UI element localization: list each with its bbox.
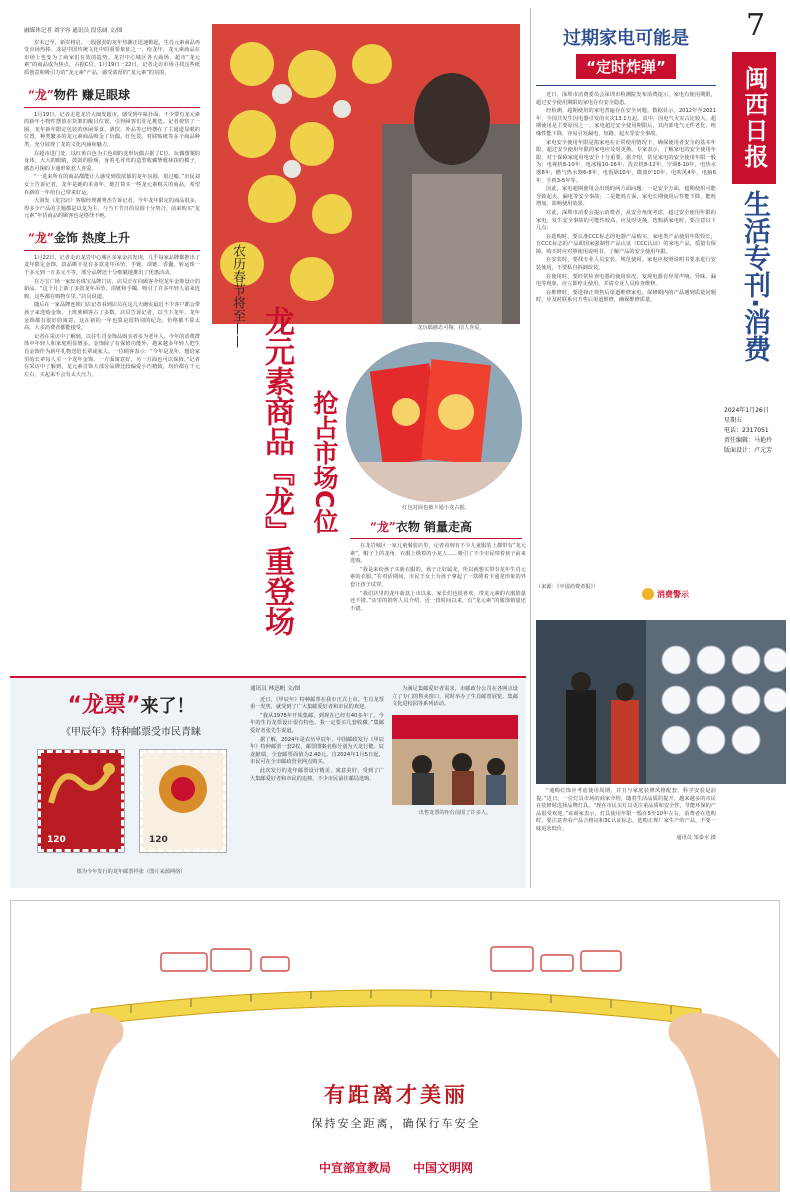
subhead-gifts: “龙”物件 赚足眼球 [28,87,130,102]
page-number: 7 [746,8,766,43]
byline: 融媒体记者 刘宇容 通讯员 段乐阔 文/图 [24,28,123,34]
issue-info: 2024年1月26日 星期五 电话：2317051 责任编辑：马艳玲 版面设计：卢元芳 [724,407,773,454]
lamp-store-illustration [536,620,786,784]
subhead-clothing: “龙”衣物 销量走高 [370,520,472,534]
lamp-story-text: “通购灯饰应考虑使用周期，并且与家庭装修风格配套，科学安装是前提。”近日，一位灯具市场的商家介绍，随着生活品质的提升，越来越多的市民在装修时选择品牌灯具。“现在市民买灯具更注重品质和安全性，节能环保的产品很受欢迎。”该商家表示，灯具使用年限一般在5至10年左右，消费者在选购时，要注意查看产品合格证和3C认证标志，选购正规厂家生产的产品，不要一味追求低价。 通讯员 邹泰水 摄 [536,788,716,841]
stamp-body: 近日，《甲辰年》特种邮票在我市正式上市。生肖龙票甫一发售，就受到了广大集邮爱好者和市民的欢迎。 “我从1978年开始集邮，到现在已经有40多年了。今年的生肖龙票设计很有特色，我一定要买几套收藏。”集邮爱好者张先生说道。 据了解，2024年是农历甲辰年，中国邮政发行《甲辰年》特种邮票一套2枚，邮票图案名称分别为天龙行健、辰龙献瑞，全套邮票面值为2.40元。自2024年1月5日起，市民可在全市邮政营业网点购买。 此次发行的龙年邮票设计精美、寓意美好，受到了广大集邮爱好者和市民的追捧，不少市民前往邮局选购。 [250,696,384,782]
section-name: 生活专刊·消费 [739,190,770,363]
post-office-illustration [392,715,518,805]
warning-badge: 消费警示 [642,588,689,600]
appliance-source: （来源：《中国消费者报》） [536,584,599,590]
psa-sponsors: 中宣部宣教局 中国文明网 [318,1161,474,1175]
photo-plush-toys [212,24,520,324]
headline-secondary: 抢占市场C位 [310,390,339,534]
photo-lamp-store [536,620,786,784]
photo-stamp-counter [392,715,518,805]
stamp-photo-caption: 出售龙票的柜台前围了许多人。 [418,809,492,816]
psa-ad [10,900,780,1192]
kicker: 农历春节将至—— [230,244,245,348]
clothing-text: 在龙岩城区一家儿童服装店里，记者看到有不少儿童服装上都带有“龙元素”，帽子上的龙角、衣服上绣着的小龙人……吸引了不少市民带着孩子前来选购。 “我是来给孩子买新衣服的，孩子正好属龙，所以就想买带有龙年生肖元素的衣服。”在对话期间，市民王女士为孩子拿起了一款绣着卡通龙形象的外套让孩子试穿。 “我们店里的龙年新款上市以来，家长们也很喜欢，带龙元素的衣服销量还不错。”店里的销售人员介绍，近一段时间以来，有“龙元素”的服饰销量还不错。 [350,543,526,612]
plush-shelf-illustration [212,24,520,324]
bell-icon [642,588,654,600]
tape-measure-illustration [11,901,780,1192]
gold-text: 1月22日，记者走访龙岩中心城区多家金店发现，几乎每家品牌都推出了龙年限定金饰，款品颇丰星有多款龙年吊坠、手链、项链、香囊、转运珠一千多元到一万多元不等，部分品牌还十分细腻地推出了优惠活动。 在万宝广场一家知名珠宝品牌门店，店员正在向顾客介绍龙年金饰设计的新品。“这个月上新了多款龙年吊坠、项链和手镯，吸引了许多年轻人前来选购，这些都在购物车里。”店员说道。 随后在一家品牌连锁门店记者看到店员在这几天确实最近不少客户都会带孩子来选购金饰，上班族顾客占了多数。店员告诉记者，以当下龙年、龙年金饰都有很好的寓意，这在新的一年也算是很特别的纪念，价格都不算太高，大多消费者都能接受。 记者在采访中了解到，以往生肖金饰品购买者多为老年人，今年的消费群体中年轻人和家庭明显增多。金饰除了有保值功能外，越来越多年轻人把生肖金饰作为新年礼物送给长辈或家人。一位顾客表示：“今年是龙年，想给家里的长辈每人买一个龙年金饰，一方面寓意好，另一方面也可以保值。”记者在采访中了解到，龙元素首饰大部分品牌比较偏爱小巧精致，均价都在千元左右，买起来不会有太大压力。 [24,254,201,378]
headline-main: 龙元素商品『龙』重登场 [259,306,294,636]
photo-red-envelopes [346,342,522,502]
gifts-text: 1月19日，记者走进龙岩大闽发超市，感受到年味扑面。不少带有龙元素的新年小物件摆放在货架的醒目位置，引得顾客们驻足挑选。记者观察了一圈，龙年新年限定包装的休闲零食、酒饮、外品等已经摆在了主通道显眼的位置，种类繁多的龙元素商品吸金了玩偶、红包袋、对联贴纸等多个商品种类，充分展现了龙的文化内涵和魅力。 在超市进门处，以红黄白色为主色调的龙形玩偶占据了C位，玩偶图案的身体，大大的眼睛，鼓鼓的脸颊，身着毛茸茸的造型收藏挚歌抹抹的模子，憨态可掬的卡通形象惹人喜爱。 “一进来所有的商品都能让人感受到很浓郁的龙年氛围，很过瘾。”市民刘女士告诉记者，龙年是她的本命年，她打算买一些龙元素相关的商品，希望在新的一年给自己带来好运。 大润发（龙岩店）客服经理谢秀杰告诉记者，今年龙年限定的商品很多，得多少产品的主题都是以龙为主，与当下节日的氛围十分契合。前来购买“龙元素”年货商品的顾客也是络绎不绝。 [24,111,201,220]
psa-subline: 保持安全距离，确保行车安全 [311,1117,481,1130]
appliance-headline-2: “定时炸弹” [536,54,716,79]
stamp-caption: 图为今年发行的龙年邮票样张（图片来源网络） [76,869,186,875]
appliance-headline-1: 过期家电可能是 [563,28,689,49]
photo1-caption: 龙玩偶憨态可掬，招人喜爱。 [417,325,485,331]
lead-paragraph: 岁末已至，新岁将启。一股强劲的龙年热潮正迅速掀起，生肖元素商品再受市场热捧。龙是中国传统文化中的重要象征之一，给龙年，龙元素商品在市场上也变为了商家们有效的造势。龙岩中心城区各大商场，超市“龙元素”的商品成为焦点，占据C位。1月19日一22日，记者走访市场寻找这些纸质创意和吸引力的“龙元素”产品，感受浓厚的“龙元素”的氛围。 [24,39,201,76]
dragon-story [6,6,526,670]
stamp-lantern: 120 [140,750,226,852]
appliance-story [536,10,716,612]
appliance-body: 近日，深圳市消费委员会深圳市检测院发布消费提示，家电有使用期限，超过安全使用期限的家电存有安全隐患。 经检测，超期使用的家电普遍存在安全问题。数据显示，2012年至2021年，全国共发生因电器引发的火灾13.1万起。其中，因电气火灾占比较大，超期使用是主要原因之一。家电超过安全使用期限后，其内部电气元件老化、绝缘性能下降，容易引发漏电、短路、起火等安全事故。 家电安全使用年限是指家电在正常使用情况下，确保使用者安全的基本年限，超过安全使用年限的家电应及时更换。专家表示，了解家电的安全使用年限，对于保障家庭用电安全十分重要。据介绍，常见家电的安全使用年限一般为：电视机8-10年，电冰箱10-16年，洗衣机8-12年，空调8-10年，电热水器8年，燃气热水器6-8年，电饭锅10年，微波炉10年，电吹风4年，电脑6年，手机3-5年等。 因此，家电超期使用会出现的两方面问题：一是安全方面，超期使用可能导致起火、漏电等安全事故；二是能耗方面，家电长期使用后性能下降，能耗增加，影响使用效果。 对此，深圳市消委会提示消费者，从安全角度考虑，超过安全使用年限的家电，发生安全事故的可能性较高，应及时更换。选购新家电时，要注意以下几点： 在选购时，要认准CCC标志的电器产品购买，家电类产品使用年限较长，有CCC标志的产品即国家强制性产品认证（CCC认证）的家电产品，质量有保障。购买时应对照使用说明书，了解产品的安全使用年限。 在安装时，要找专业人员安装，规范使用。家电应按照说明书要求进行安装使用，不要私自拆卸改装。 在使用时，要经常检查电器的使用状况。发现电器有异常声响、异味、漏电等现象，应立即停止使用，并请专业人员检查维修。 在维修时，要选择正规售后渠道维修家电。保修期内的产品遇到质量问题时，应及时联系官方售后渠道维修，确保维修质量。 [536,92,716,304]
dragon-stamp-art [41,753,121,825]
lantern-stamp-art [143,753,223,825]
stamp-headline: “龙票”来了！ [67,693,195,718]
stamp-story [10,676,526,888]
paper-name: 闽西日报 [732,52,776,184]
subhead-gold: “龙”金饰 热度上升 [28,230,130,245]
masthead [718,0,790,500]
stamp-subheadline: 《甲辰年》特种邮票受市民青睐 [61,727,201,738]
photo2-caption: 红包封面也被卡通小龙占据。 [402,505,470,511]
stamp-byline: 通讯员 林迅帆 文/图 [250,686,301,692]
psa-headline: 有距离才美丽 [324,1083,468,1107]
envelope-illustration [346,342,522,502]
stamp-dragon: 120 [38,750,124,852]
stamp-body-right: 为满足集邮爱好者需求，市邮政分公司在各网点设立了专门的售卖窗口，同时举办了生肖邮票展览、集邮文化进校园等系列活动。 [392,686,518,708]
